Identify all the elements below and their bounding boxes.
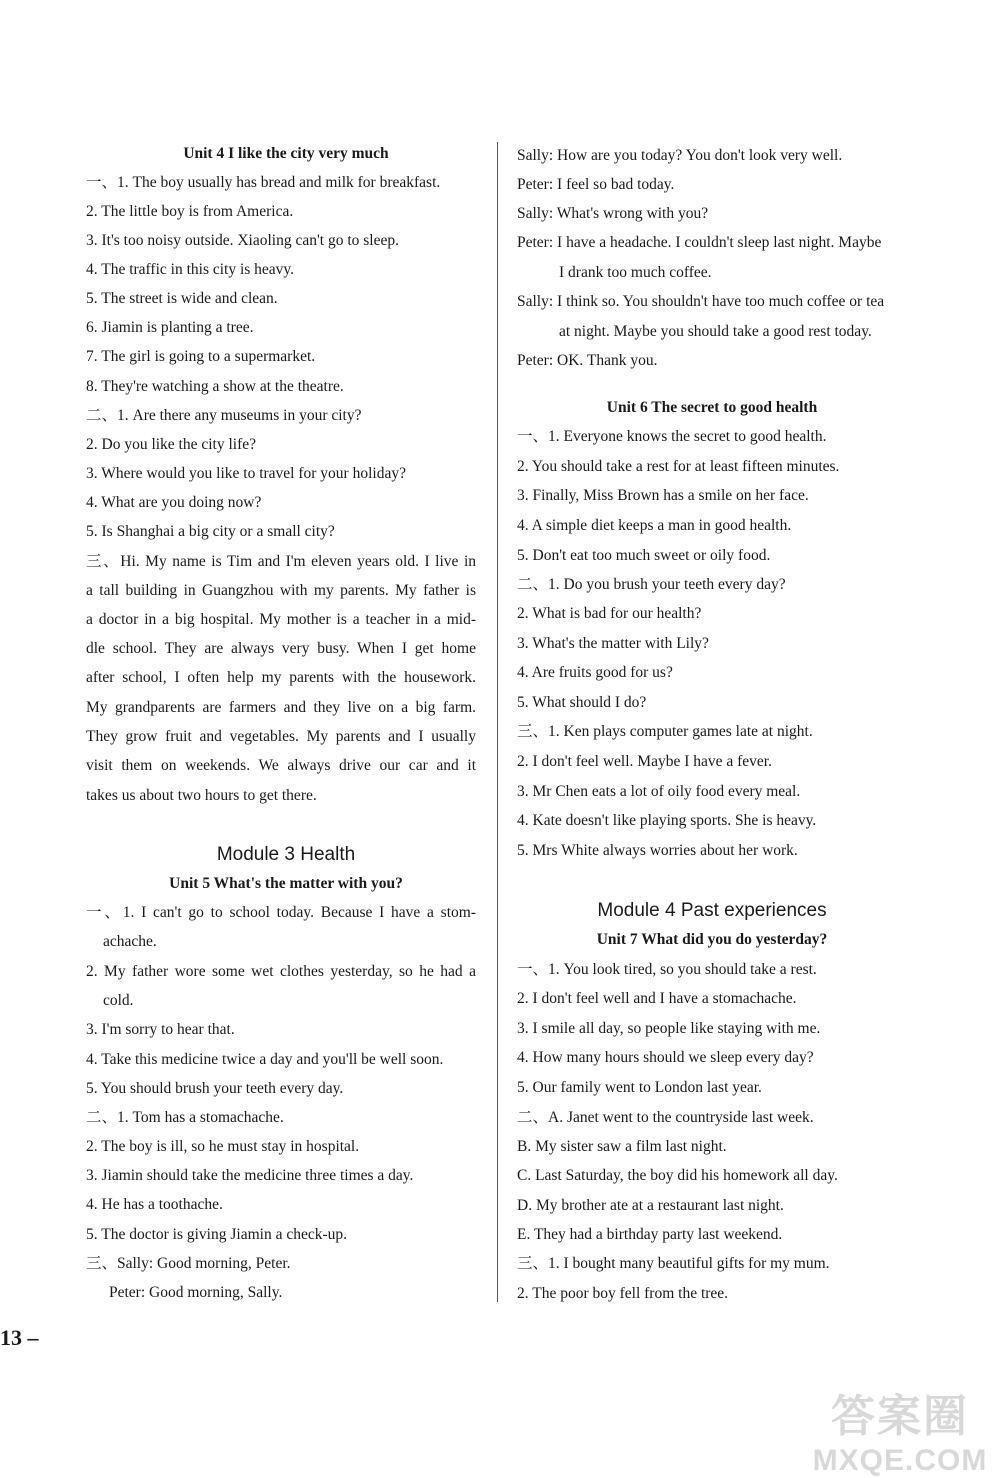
passage-line: dle school. They are always very busy. When I get home xyxy=(86,640,476,657)
answer-line: 3. I'm sorry to hear that. xyxy=(86,1021,235,1038)
passage-line: visit them on weekends. We always drive our car and it xyxy=(86,757,476,774)
answer-line: 4. A simple diet keeps a man in good health. xyxy=(517,517,792,534)
answer-line: 3. What's the matter with Lily? xyxy=(517,635,709,652)
answer-line: 2. Do you like the city life? xyxy=(86,436,257,453)
passage-line: takes us about two hours to get there. xyxy=(86,787,317,804)
answer-line: 三、1. I bought many beautiful gifts for my mum. xyxy=(517,1255,830,1272)
answer-line: 5. What should I do? xyxy=(517,694,647,711)
unit4-title: Unit 4 I like the city very much xyxy=(183,145,389,162)
dialogue-line: 三、Sally: Good morning, Peter. xyxy=(86,1255,291,1272)
dialogue-line: Peter: I have a headache. I couldn't sleep last night. Maybe xyxy=(517,234,882,251)
answer-line: 3. Mr Chen eats a lot of oily food every meal. xyxy=(517,783,801,800)
watermark-text-top: 答案圈 xyxy=(831,1392,969,1441)
answer-line: 5. Is Shanghai a big city or a small city? xyxy=(86,523,335,540)
page-number: 13 – xyxy=(0,1325,39,1350)
answer-line: 4. What are you doing now? xyxy=(86,494,262,511)
answer-line: E. They had a birthday party last weekend. xyxy=(517,1226,783,1243)
passage-line: 三、Hi. My name is Tim and I'm eleven years old. I live in xyxy=(86,553,476,570)
answer-line: 2. The poor boy fell from the tree. xyxy=(517,1285,729,1302)
watermark-logo xyxy=(805,1380,995,1477)
dialogue-line: Peter: Good morning, Sally. xyxy=(109,1284,283,1301)
answer-line: 2. What is bad for our health? xyxy=(517,605,702,622)
answer-line: 4. The traffic in this city is heavy. xyxy=(86,261,295,278)
dialogue-line: Sally: How are you today? You don't look very well. xyxy=(517,147,843,164)
answer-line: 5. You should brush your teeth every day. xyxy=(86,1080,344,1097)
answer-line: 2. The boy is ill, so he must stay in hospital. xyxy=(86,1138,360,1155)
answer-line: 5. Our family went to London last year. xyxy=(517,1079,762,1096)
passage-line: a tall building in Guangzhou with my parents. My father is xyxy=(86,582,476,599)
unit5-title: Unit 5 What's the matter with you? xyxy=(169,875,403,892)
answer-line: 5. Don't eat too much sweet or oily food. xyxy=(517,547,771,564)
answer-line: cold. xyxy=(103,992,134,1009)
answer-line: B. My sister saw a film last night. xyxy=(517,1138,727,1155)
dialogue-line: Sally: What's wrong with you? xyxy=(517,205,709,222)
answer-line: 一、1. Everyone knows the secret to good health. xyxy=(517,428,827,445)
watermark-text-bottom: MXQE.COM xyxy=(812,1444,988,1477)
answer-line: 一、1. You look tired, so you should take a rest. xyxy=(517,961,817,978)
answer-line: 4. Take this medicine twice a day and you'll be well soon. xyxy=(86,1051,444,1068)
unit6-title: Unit 6 The secret to good health xyxy=(606,399,818,416)
passage-line: a doctor in a big hospital. My mother is a teacher in a mid- xyxy=(86,611,476,628)
answer-line: 三、1. Ken plays computer games late at night. xyxy=(517,723,813,740)
passage-line: My grandparents are farmers and they live on a big farm. xyxy=(86,699,476,716)
dialogue-line: I drank too much coffee. xyxy=(559,264,712,281)
answer-line: 4. Kate doesn't like playing sports. She is heavy. xyxy=(517,812,817,829)
dialogue-line: Peter: OK. Thank you. xyxy=(517,352,658,369)
answer-line: 5. The street is wide and clean. xyxy=(86,290,278,307)
answer-line: 一、1. I can't go to school today. Because I have a stom- xyxy=(86,904,476,921)
answer-line: 2. My father wore some wet clothes yesterday, so he had a xyxy=(86,963,476,980)
answer-line: 8. They're watching a show at the theatre. xyxy=(86,378,344,395)
answer-line: 2. I don't feel well and I have a stomachache. xyxy=(517,990,797,1007)
answer-line: 3. Jiamin should take the medicine three times a day. xyxy=(86,1167,414,1184)
answer-line: 二、1. Are there any museums in your city? xyxy=(86,407,362,424)
answer-line: 3. Where would you like to travel for your holiday? xyxy=(86,465,406,482)
answer-line: 二、1. Do you brush your teeth every day? xyxy=(517,576,786,593)
answer-line: 一、1. The boy usually has bread and milk for breakfast. xyxy=(86,174,441,191)
module3-title: Module 3 Health xyxy=(216,844,356,865)
answer-line: 4. He has a toothache. xyxy=(86,1196,223,1213)
answer-line: 4. How many hours should we sleep every day? xyxy=(517,1049,814,1066)
answer-line: 2. I don't feel well. Maybe I have a fever. xyxy=(517,753,772,770)
answer-line: 7. The girl is going to a supermarket. xyxy=(86,348,316,365)
answer-line: 2. The little boy is from America. xyxy=(86,203,294,220)
answer-line: C. Last Saturday, the boy did his homework all day. xyxy=(517,1167,838,1184)
unit7-title: Unit 7 What did you do yesterday? xyxy=(596,931,828,948)
answer-line: 2. You should take a rest for at least fifteen minutes. xyxy=(517,458,840,475)
answer-line: 3. It's too noisy outside. Xiaoling can't go to sleep. xyxy=(86,232,399,249)
answer-line: 6. Jiamin is planting a tree. xyxy=(86,319,254,336)
answer-line: 3. I smile all day, so people like staying with me. xyxy=(517,1020,821,1037)
answer-line: 5. The doctor is giving Jiamin a check-up. xyxy=(86,1226,348,1243)
column-divider xyxy=(497,142,498,1302)
dialogue-line: Sally: I think so. You shouldn't have too much coffee or tea xyxy=(517,293,885,310)
dialogue-line: at night. Maybe you should take a good rest today. xyxy=(559,323,872,340)
module4-title: Module 4 Past experiences xyxy=(597,900,827,921)
dialogue-line: Peter: I feel so bad today. xyxy=(517,176,675,193)
passage-line: after school, I often help my parents with the housework. xyxy=(86,669,476,686)
answer-line: 3. Finally, Miss Brown has a smile on her face. xyxy=(517,487,809,504)
answer-line: D. My brother ate at a restaurant last night. xyxy=(517,1197,784,1214)
answer-line: 4. Are fruits good for us? xyxy=(517,664,673,681)
answer-line: 5. Mrs White always worries about her work. xyxy=(517,842,798,859)
passage-line: They grow fruit and vegetables. My parents and I usually xyxy=(86,728,476,745)
answer-line: achache. xyxy=(103,933,157,950)
answer-line: 二、A. Janet went to the countryside last week. xyxy=(517,1109,814,1126)
answer-line: 二、1. Tom has a stomachache. xyxy=(86,1109,284,1126)
